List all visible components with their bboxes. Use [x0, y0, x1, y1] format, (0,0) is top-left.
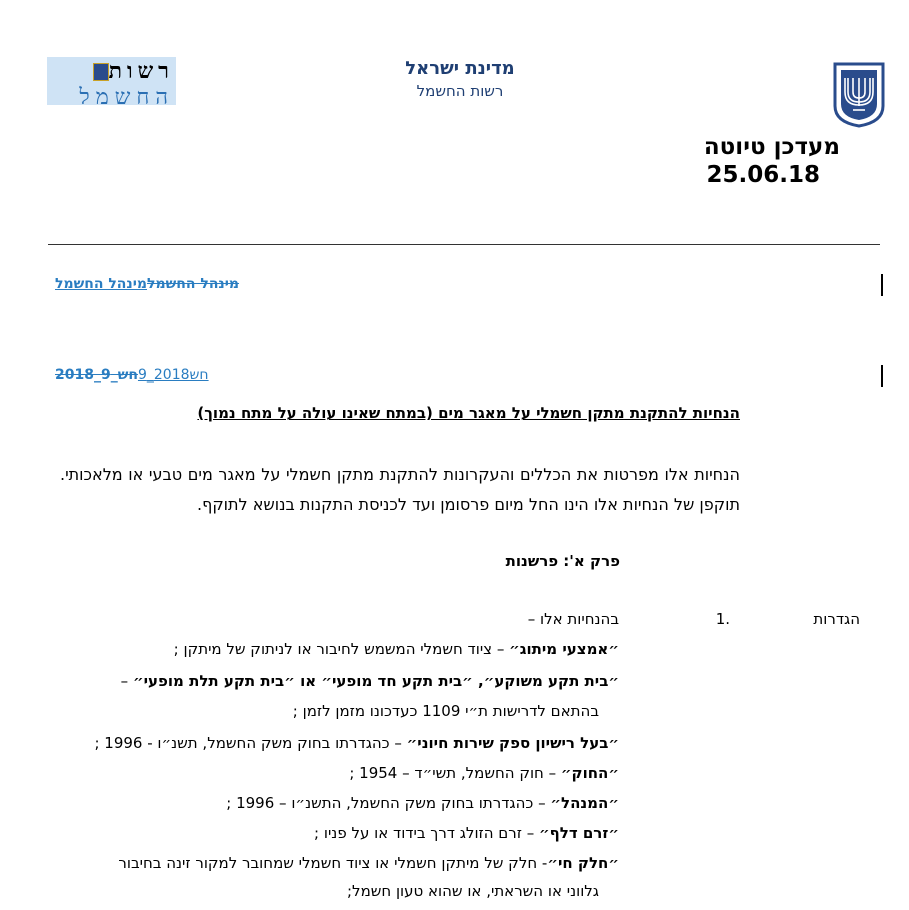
- definition-term: ״זרם דלף״: [538, 824, 619, 842]
- authority-name: רשות החשמל: [416, 82, 504, 100]
- chapter-heading: פרק א': פרשנות: [505, 552, 620, 570]
- inserted-text: מינהל החשמל: [55, 276, 148, 292]
- definition-item: [19, 672, 619, 690]
- definition-text: גלווני או השראתי, או שהוא טעון חשמל;: [346, 882, 599, 900]
- definition-item: [19, 824, 619, 842]
- definition-term: ״החוק״: [560, 764, 619, 782]
- definition-item: [19, 794, 619, 812]
- authority-logo-line1: רשות: [58, 58, 174, 84]
- deleted-text: מינהל החשמל: [147, 276, 240, 292]
- definition-term: ״המנהל״: [550, 794, 619, 812]
- definition-text: – חוק החשמל, תשי״ד – 1954 ;: [349, 764, 561, 782]
- definition-text: – כהגדרתו בחוק משק החשמל, התשנ״ו – 1996 ;: [226, 794, 551, 812]
- header-divider: [48, 244, 880, 245]
- definition-term: ״חלק חי״: [547, 854, 619, 872]
- definition-term: ״אמצעי מיתוג״: [509, 640, 619, 658]
- document-title: הנחיות להתקנת מתקן חשמלי על מאגר מים (במתח שאינו עולה על מתח נמוך): [197, 404, 740, 422]
- emblem-mini-icon: [93, 63, 109, 81]
- definition-text: – זרם הזולג דרך בידוד או על פניו ;: [314, 824, 539, 842]
- definition-text: בהתאם לדרישות ת״י 1109 כעדכונו מזמן לזמן ;: [292, 702, 599, 720]
- section-lead: בהנחיות אלו –: [527, 610, 619, 628]
- definition-item: [19, 764, 619, 782]
- section-number: 1.: [715, 610, 730, 628]
- definition-text: –: [120, 672, 133, 690]
- draft-label: מעדכן טיוטה: [703, 134, 840, 160]
- change-bar: [881, 365, 883, 387]
- change-bar: [881, 274, 883, 296]
- section-side-heading: הגדרות: [813, 610, 860, 628]
- definition-term: ״בית תקע משוקע״, ״בית תקע חד מופעי״ או ״בית תקע תלת מופעי״: [132, 672, 619, 690]
- tracked-change-reference: [55, 367, 209, 383]
- definition-text: - חלק של מיתקן חשמלי או ציוד חשמלי שמחובר למקור זינה בחיבור: [118, 854, 548, 872]
- authority-logo-line2: החשמל: [79, 85, 174, 110]
- definition-item: [19, 854, 619, 872]
- intro-paragraph: הנחיות אלו מפרטות את הכללים והעקרונות להתקנת מתקן חשמלי על מאגר מים טבעי או מלאכותי. תוקפן של הנחיות אלו הינו החל מיום פרסומן ועד לכניסת התקנות בנושא לתוקף.: [60, 465, 740, 514]
- definition-text: – כהגדרתו בחוק משק החשמל, תשנ״ו - 1996 ;: [94, 734, 407, 752]
- tracked-change-directorate: [55, 276, 239, 292]
- definition-text: – ציוד חשמלי המשמש לחיבור או לניתוק של מיתקן ;: [173, 640, 510, 658]
- state-name: מדינת ישראל: [405, 58, 515, 79]
- draft-date: 25.06.18: [706, 162, 820, 188]
- definition-term: ״בעל רישיון ספק שירות חיוני״: [406, 734, 619, 752]
- definition-item: [19, 734, 619, 752]
- deleted-text: חש_9_2018: [55, 367, 138, 383]
- state-emblem-icon: [831, 62, 887, 128]
- definition-item: [0, 882, 599, 900]
- definition-item: [0, 702, 599, 720]
- definition-item: [19, 640, 619, 658]
- inserted-text: חש2018_9: [137, 367, 209, 383]
